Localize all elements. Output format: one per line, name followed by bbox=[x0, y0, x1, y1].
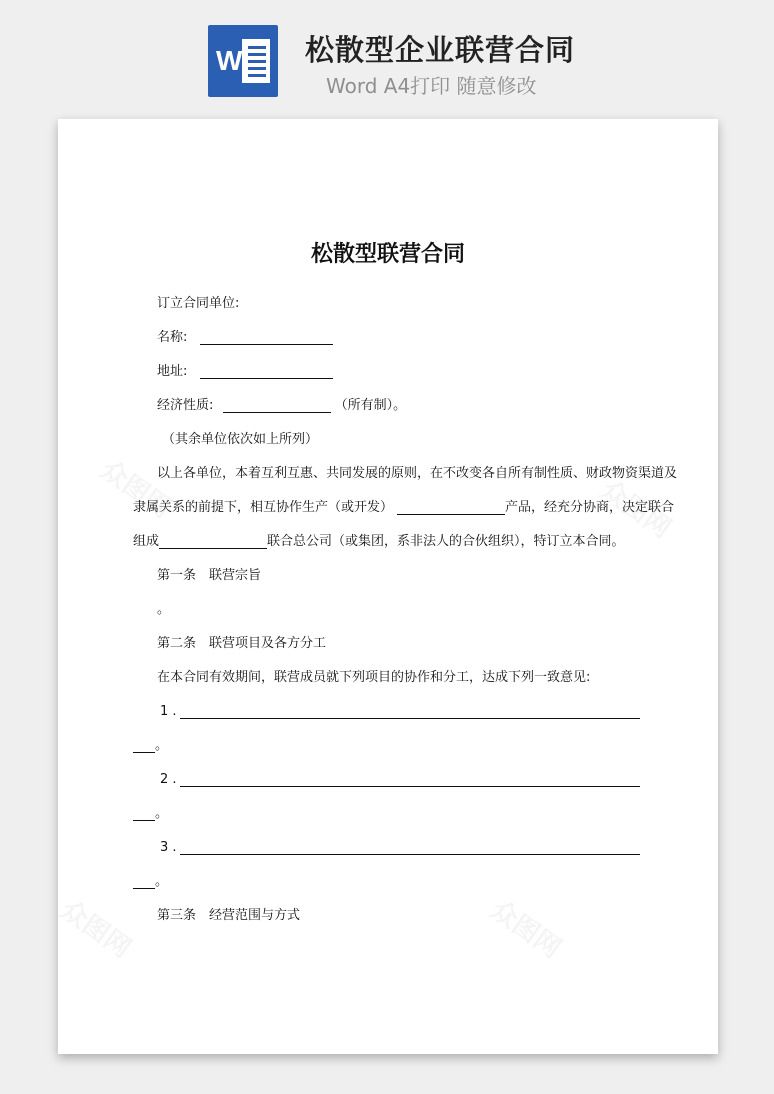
banner-subtitle: Word A4打印 随意修改 bbox=[326, 74, 537, 98]
nature-suffix: （所有制）。 bbox=[334, 398, 407, 413]
nature-blank[interactable] bbox=[223, 398, 331, 413]
article-1-end: 。 bbox=[157, 602, 171, 617]
article-1-heading: 第一条 联营宗旨 bbox=[157, 568, 262, 583]
others-note: （其余单位依次如上所列） bbox=[162, 432, 319, 447]
watermark bbox=[484, 890, 569, 965]
item-blank[interactable] bbox=[180, 854, 640, 855]
paragraph-line: 以上各单位，本着互利互惠、共同发展的原则，在不改变各自所有制性质、财政物资渠道及 bbox=[157, 466, 678, 481]
article-3-heading: 第三条 经营范围与方式 bbox=[157, 908, 301, 923]
name-blank[interactable] bbox=[200, 330, 333, 345]
nature-label: 经济性质: bbox=[157, 398, 214, 413]
document-title: 松散型联营合同 bbox=[310, 242, 465, 267]
item-blank[interactable] bbox=[180, 718, 640, 719]
header-banner bbox=[0, 0, 774, 110]
item-end-blank[interactable] bbox=[133, 874, 155, 889]
item-number: 2 . bbox=[160, 772, 177, 787]
name-label: 名称: bbox=[157, 330, 188, 345]
item-continuation: 。 bbox=[133, 805, 168, 823]
word-icon bbox=[208, 25, 278, 97]
article-2-heading: 第二条 联营项目及各方分工 bbox=[157, 636, 327, 651]
item-end-blank[interactable] bbox=[133, 806, 155, 821]
name-row bbox=[157, 329, 333, 347]
item-number: 3 . bbox=[160, 840, 177, 855]
paragraph-line: 组成 联合总公司（或集团，系非法人的合伙组织），特订立本合同。 bbox=[133, 534, 625, 549]
address-row bbox=[157, 363, 333, 381]
parties-label: 订立合同单位: bbox=[157, 296, 240, 311]
address-blank[interactable] bbox=[200, 364, 333, 379]
item-continuation: 。 bbox=[133, 873, 168, 891]
company-blank[interactable] bbox=[159, 534, 267, 549]
paragraph-line: 隶属关系的前提下，相互协作生产（或开发） 产品，经充分协商，决定联合 bbox=[133, 500, 675, 515]
document-page bbox=[58, 119, 718, 1054]
word-icon-letter: W bbox=[216, 45, 243, 76]
nature-row bbox=[157, 397, 406, 415]
watermark bbox=[58, 890, 140, 965]
address-label: 地址: bbox=[157, 364, 188, 379]
item-number: 1 . bbox=[160, 704, 177, 719]
article-2-intro: 在本合同有效期间，联营成员就下列项目的协作和分工，达成下列一致意见: bbox=[157, 670, 591, 685]
item-continuation: 。 bbox=[133, 737, 168, 755]
product-blank[interactable] bbox=[397, 500, 505, 515]
item-blank[interactable] bbox=[180, 786, 640, 787]
banner-title: 松散型企业联营合同 bbox=[305, 33, 576, 67]
item-end-blank[interactable] bbox=[133, 738, 155, 753]
